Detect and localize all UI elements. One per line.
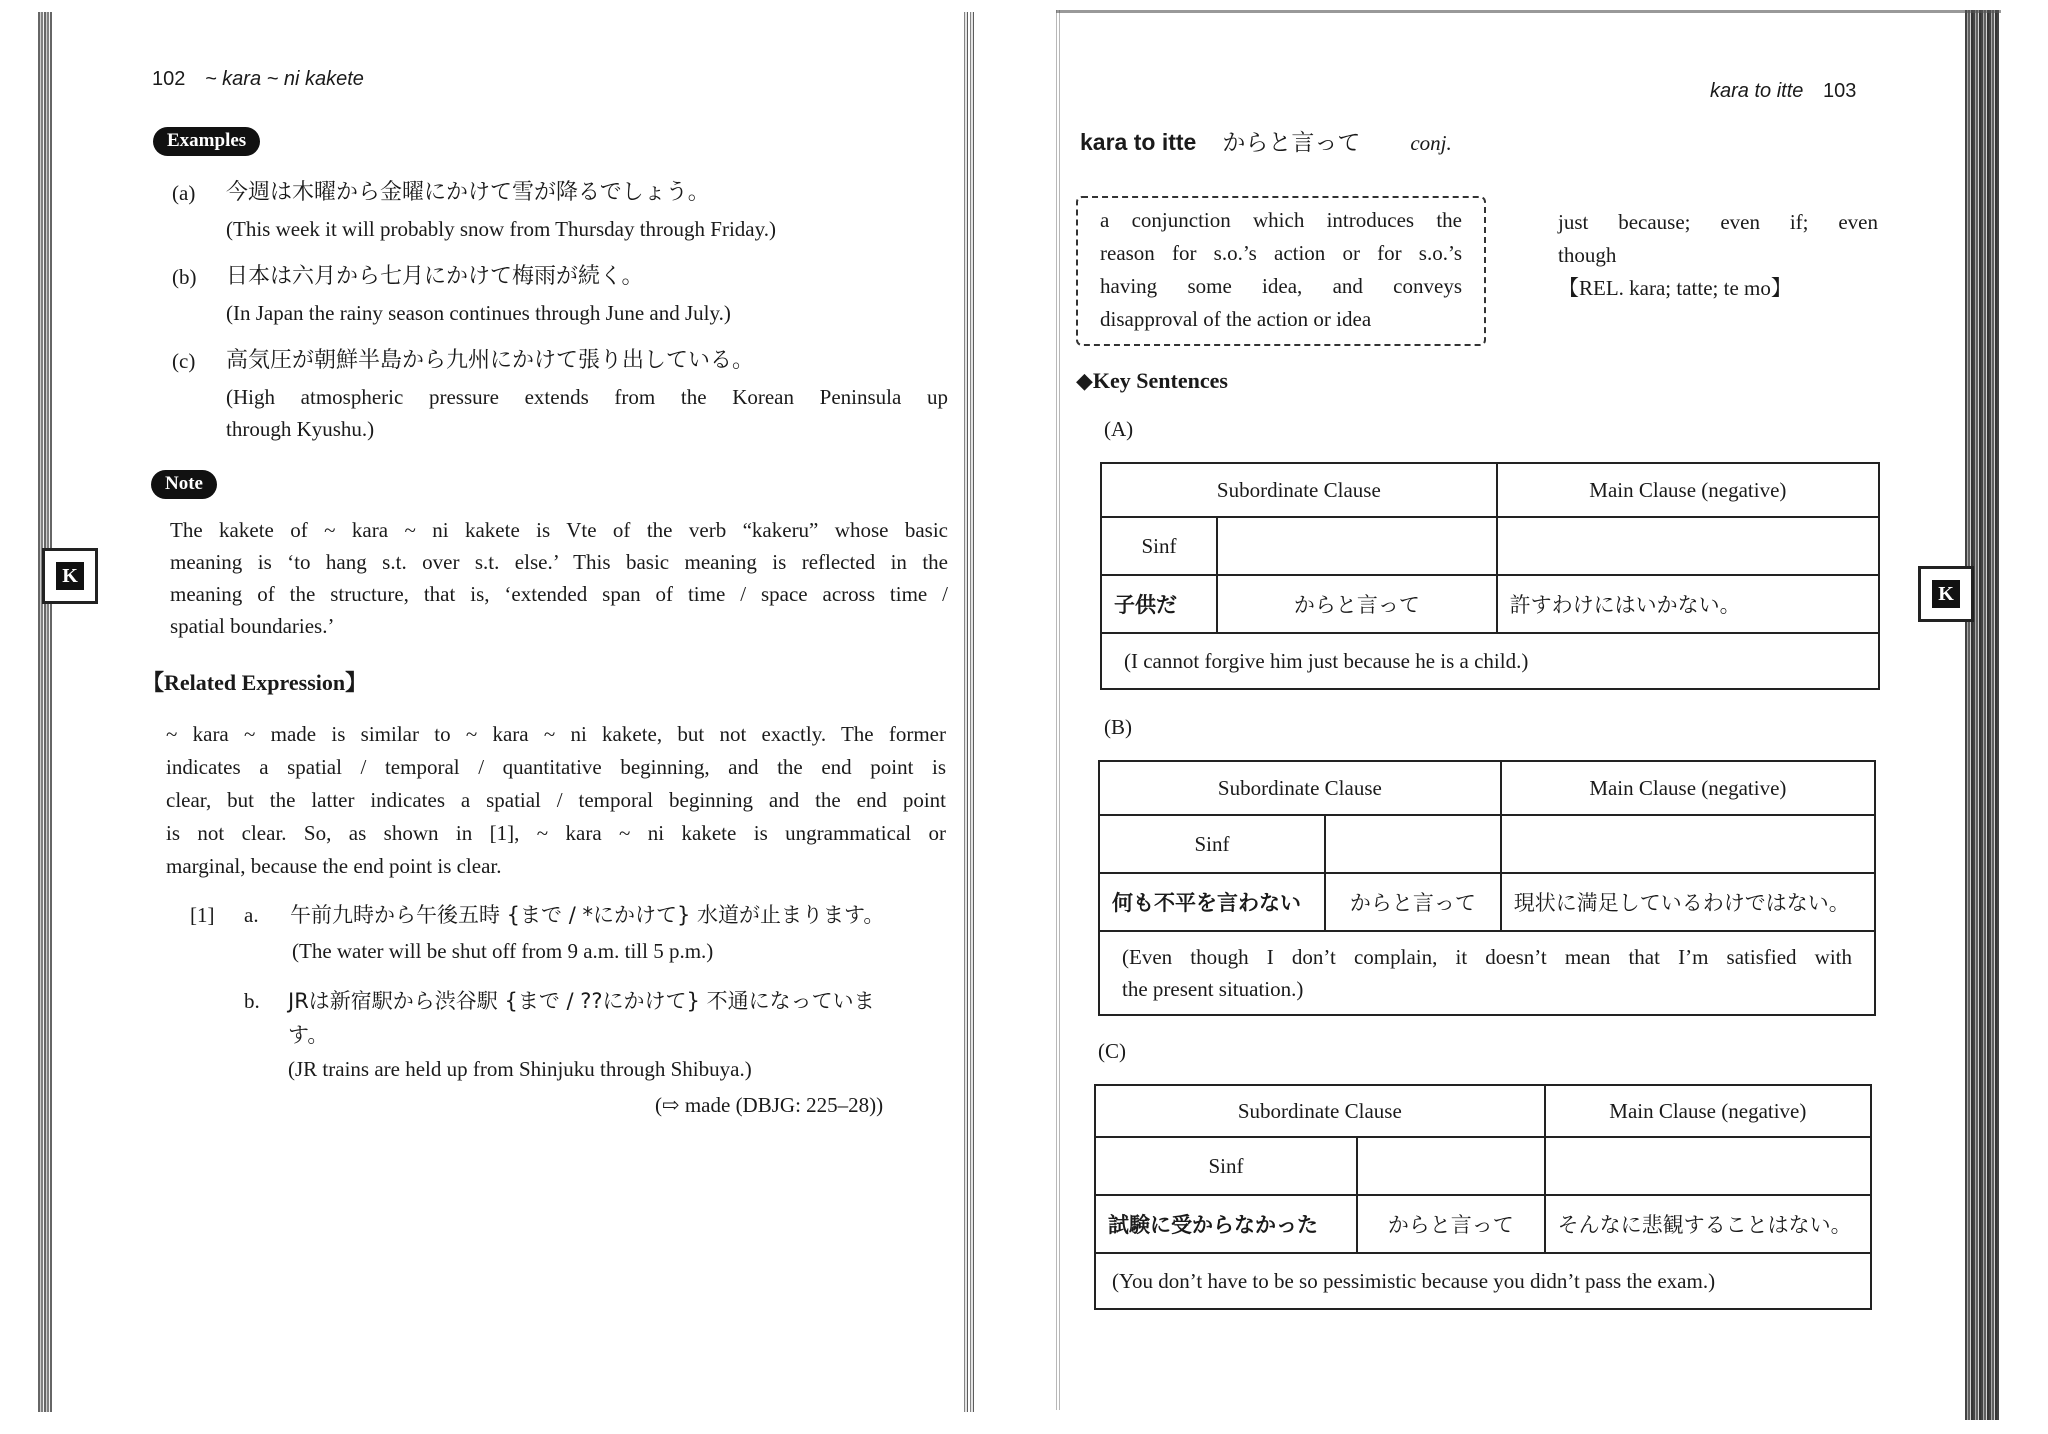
left-page-header bbox=[152, 68, 364, 91]
gloss bbox=[1558, 206, 1878, 305]
example-a-translation: (This week it will probably snow from Thursday through Friday.) bbox=[226, 217, 776, 241]
definition-line: having some idea, and conveys bbox=[1100, 274, 1462, 298]
kara-to-itte-cell: からと言って bbox=[1357, 1195, 1545, 1253]
translation-line: (Even though I don’t complain, it doesn’t mean that I’m satisfied with bbox=[1122, 945, 1852, 969]
key-sentences-heading: ◆Key Sentences bbox=[1076, 368, 1228, 393]
definition-line: a conjunction which introduces the bbox=[1100, 208, 1462, 232]
translation-cell bbox=[1101, 633, 1879, 689]
example-a-label: (a) bbox=[172, 181, 196, 205]
example-b-label: (b) bbox=[172, 265, 197, 289]
empty-cell bbox=[1501, 815, 1875, 873]
note-body bbox=[170, 514, 948, 642]
subordinate-clause-header: Subordinate Clause bbox=[1099, 761, 1501, 815]
main-clause-cell: そんなに悲観することはない。 bbox=[1545, 1195, 1871, 1253]
note-line: The kakete of ~ kara ~ ni kakete is Vte of the verb “kakeru” whose basic bbox=[170, 518, 948, 542]
kara-to-itte-cell: からと言って bbox=[1325, 873, 1501, 931]
subordinate-clause-header: Subordinate Clause bbox=[1095, 1085, 1545, 1137]
related-line: ~ kara ~ made is similar to ~ kara ~ ni kakete, but not exactly. The former bbox=[166, 722, 946, 746]
sinf-cell: Sinf bbox=[1099, 815, 1325, 873]
key-sentence-table-c bbox=[1094, 1084, 1872, 1310]
example-a-japanese: 今週は木曜から金曜にかけて雪が降るでしょう。 bbox=[226, 180, 710, 205]
example-1b-translation: (JR trains are held up from Shinjuku through Shibuya.) bbox=[288, 1057, 752, 1081]
entry-part-of-speech: conj. bbox=[1410, 131, 1452, 155]
right-page-header bbox=[1710, 80, 1856, 103]
note-line: meaning is ‘to hang s.t. over s.t. else.’ This basic meaning is reflected in the bbox=[170, 550, 948, 574]
empty-cell bbox=[1545, 1137, 1871, 1195]
translation-cell bbox=[1099, 931, 1875, 1015]
main-clause-header: Main Clause (negative) bbox=[1501, 761, 1875, 815]
empty-cell bbox=[1325, 815, 1501, 873]
page-edge-gutter-right bbox=[1056, 10, 1062, 1410]
example-1a-japanese: 午前九時から午後五時 {まで / *にかけて} 水道が止まります。 bbox=[290, 903, 885, 927]
empty-cell bbox=[1497, 517, 1879, 575]
example-1-number: [1] bbox=[190, 903, 215, 927]
entry-japanese: からと言って bbox=[1222, 130, 1361, 156]
example-1b-japanese-2: す。 bbox=[288, 1023, 329, 1047]
key-sentence-table-a bbox=[1100, 462, 1880, 690]
note-line: meaning of the structure, that is, ‘extended span of time / space across time / bbox=[170, 582, 948, 606]
right-page-number: 103 bbox=[1822, 80, 1857, 102]
table-a-label: (A) bbox=[1104, 417, 1134, 441]
note-label: Note bbox=[151, 470, 217, 499]
main-clause-header: Main Clause (negative) bbox=[1497, 463, 1879, 517]
definition-line: reason for s.o.’s action or for s.o.’s bbox=[1100, 241, 1462, 265]
page-edge-gutter-left bbox=[964, 12, 974, 1412]
example-b-translation: (In Japan the rainy season continues through June and July.) bbox=[226, 301, 731, 325]
example-c-label: (c) bbox=[172, 349, 196, 373]
subordinate-clause-cell: 何も不平を言わない bbox=[1099, 873, 1325, 931]
example-c-translation-1: (High atmospheric pressure extends from the Korean Peninsula up bbox=[226, 385, 948, 409]
section-tab-k-right bbox=[1918, 566, 1974, 622]
examples-label: Examples bbox=[153, 127, 260, 156]
translation-cell bbox=[1095, 1253, 1871, 1309]
related-expression-heading: 【Related Expression】 bbox=[142, 670, 368, 695]
key-sentence-table-b bbox=[1098, 760, 1876, 1016]
example-c-japanese: 高気圧が朝鮮半島から九州にかけて張り出している。 bbox=[226, 348, 755, 373]
left-page-number: 102 bbox=[152, 68, 186, 90]
translation-line: the present situation.) bbox=[1122, 977, 1304, 1001]
right-page-running-title: kara to itte bbox=[1710, 80, 1804, 102]
example-1b-japanese-1: JRは新宿駅から渋谷駅 {まで / ??にかけて} 不通になっていま bbox=[288, 989, 875, 1013]
related-line: indicates a spatial / temporal / quantitative beginning, and the end point is bbox=[166, 755, 946, 779]
page-edge-right bbox=[1965, 10, 1999, 1420]
kara-to-itte-cell: からと言って bbox=[1217, 575, 1497, 633]
sinf-cell: Sinf bbox=[1095, 1137, 1357, 1195]
left-page-running-title: ~ kara ~ ni kakete bbox=[204, 68, 364, 90]
related-line: marginal, because the end point is clear. bbox=[166, 854, 502, 878]
gloss-related: 【REL. kara; tatte; te mo】 bbox=[1558, 276, 1792, 300]
subordinate-clause-cell: 試験に受からなかった bbox=[1095, 1195, 1357, 1253]
page-edge-left bbox=[38, 12, 52, 1412]
section-tab-letter: K bbox=[56, 562, 84, 590]
entry-heading bbox=[1080, 124, 1452, 157]
section-tab-letter: K bbox=[1932, 580, 1960, 608]
example-b-japanese: 日本は六月から七月にかけて梅雨が続く。 bbox=[226, 264, 644, 289]
entry-romaji: kara to itte bbox=[1080, 129, 1197, 155]
definition-line: disapproval of the action or idea bbox=[1100, 307, 1372, 331]
translation-line: (You don’t have to be so pessimistic because you didn’t pass the exam.) bbox=[1112, 1268, 1716, 1293]
empty-cell bbox=[1357, 1137, 1545, 1195]
definition-box bbox=[1076, 196, 1486, 346]
example-1a-label: a. bbox=[244, 903, 259, 927]
main-clause-cell: 現状に満足しているわけではない。 bbox=[1501, 873, 1875, 931]
cross-reference: (⇨ made (DBJG: 225–28)) bbox=[655, 1093, 884, 1117]
table-c-label: (C) bbox=[1098, 1039, 1126, 1063]
example-1a-translation: (The water will be shut off from 9 a.m. till 5 p.m.) bbox=[292, 939, 714, 963]
note-line: spatial boundaries.’ bbox=[170, 614, 335, 638]
subordinate-clause-cell: 子供だ bbox=[1101, 575, 1217, 633]
gloss-line: though bbox=[1558, 243, 1617, 267]
main-clause-cell: 許すわけにはいかない。 bbox=[1497, 575, 1879, 633]
table-b-label: (B) bbox=[1104, 715, 1132, 739]
example-c-translation-2: through Kyushu.) bbox=[226, 417, 375, 441]
empty-cell bbox=[1217, 517, 1497, 575]
example-1b-label: b. bbox=[244, 989, 260, 1013]
section-tab-k-left bbox=[42, 548, 98, 604]
related-expression-body bbox=[166, 718, 946, 883]
related-line: is not clear. So, as shown in [1], ~ kara ~ ni kakete is ungrammatical or bbox=[166, 821, 946, 845]
subordinate-clause-header: Subordinate Clause bbox=[1101, 463, 1497, 517]
translation-line: (I cannot forgive him just because he is a child.) bbox=[1124, 648, 1529, 673]
main-clause-header: Main Clause (negative) bbox=[1545, 1085, 1871, 1137]
gloss-line: just because; even if; even bbox=[1558, 210, 1878, 234]
page-edge-top bbox=[1056, 10, 2001, 13]
related-line: clear, but the latter indicates a spatial / temporal beginning and the end point bbox=[166, 788, 946, 812]
sinf-cell: Sinf bbox=[1101, 517, 1217, 575]
